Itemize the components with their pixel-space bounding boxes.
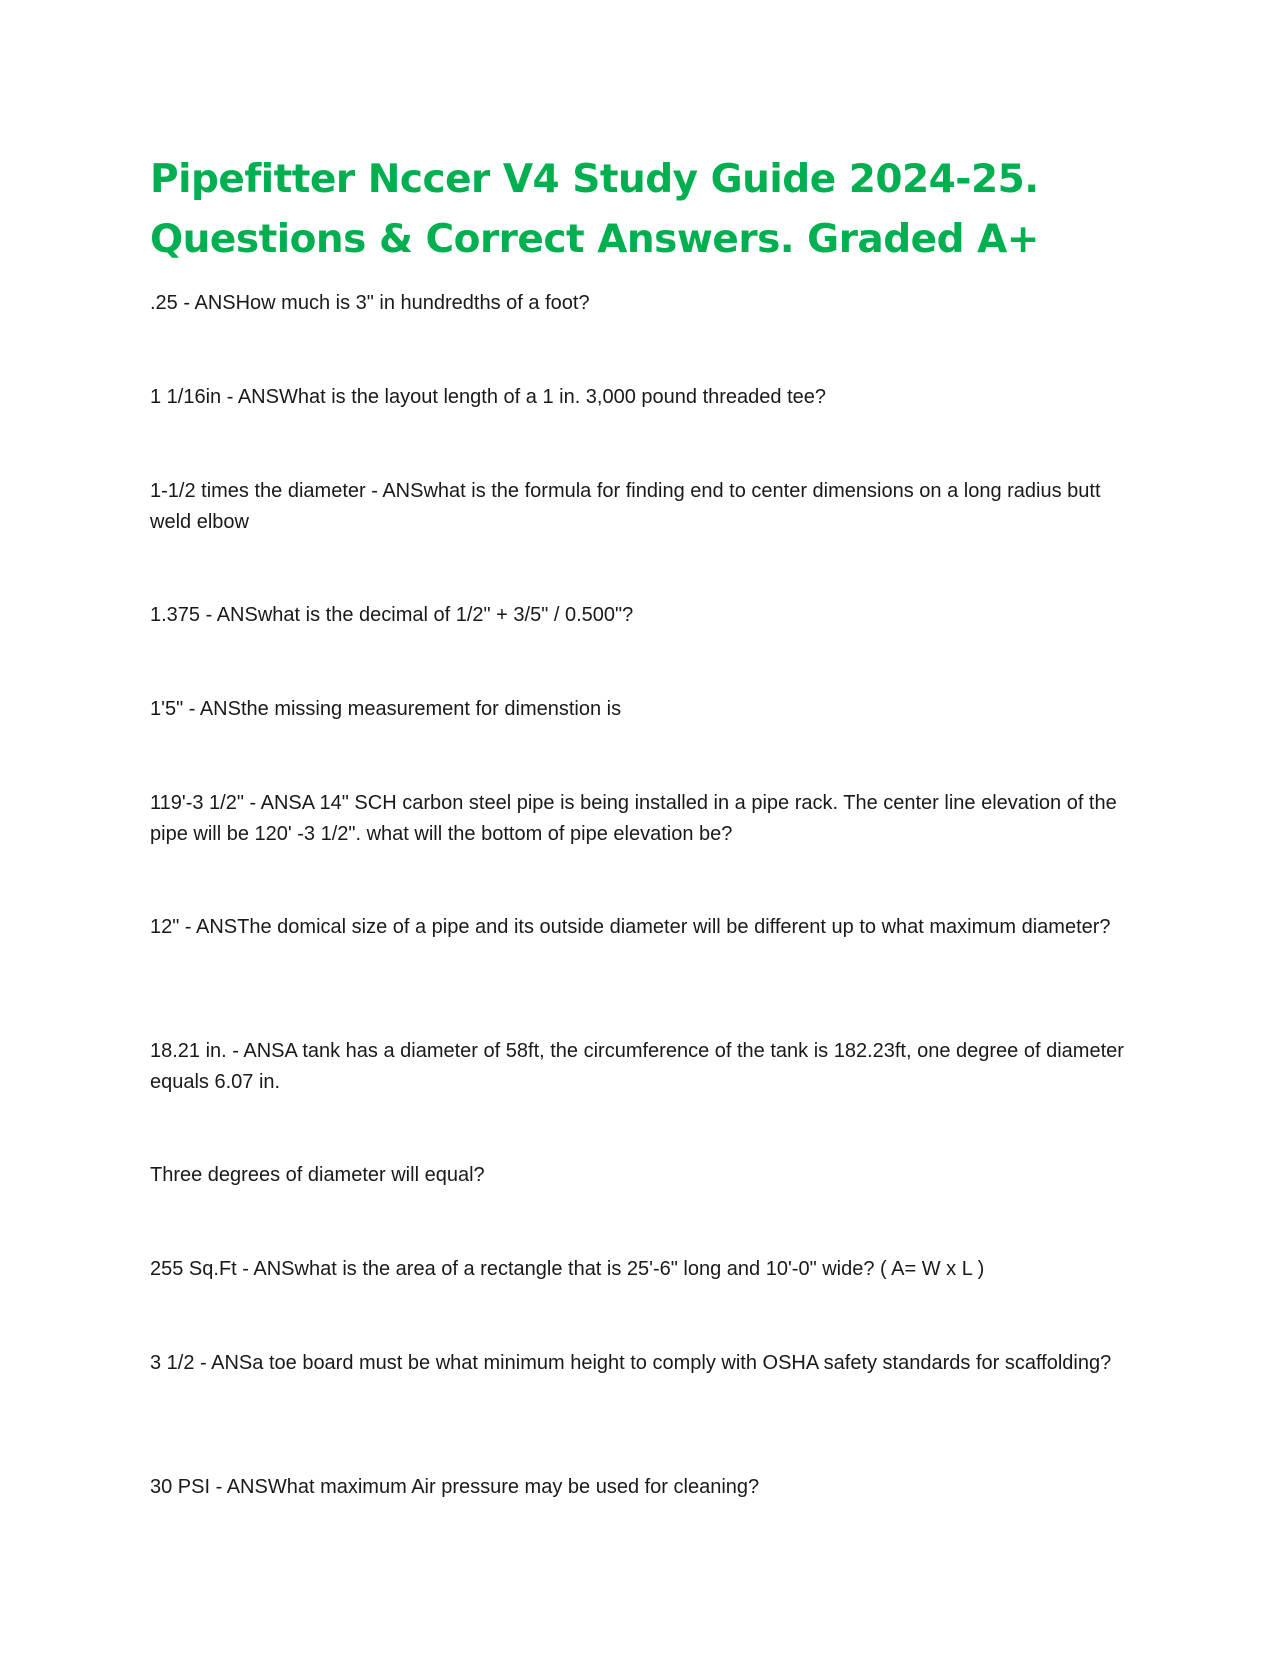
qa-entry: 18.21 in. - ANSA tank has a diameter of 58ft, the circumference of the tank is 182.23ft, one degree of diameter equals 6.07 in. xyxy=(150,1040,1124,1093)
qa-entry: 3 1/2 - ANSa toe board must be what minimum height to comply with OSHA safety standards for scaffolding? xyxy=(150,1352,1112,1374)
qa-entry: 1-1/2 times the diameter - ANSwhat is the formula for finding end to center dimensions on a long radius butt weld elbow xyxy=(150,480,1101,533)
title-line-1: Pipefitter Nccer V4 Study Guide 2024-25. xyxy=(150,157,1039,202)
document-title xyxy=(150,150,1150,270)
title-line-2: Questions & Correct Answers. Graded A+ xyxy=(150,217,1039,262)
qa-entry: 119'-3 1/2" - ANSA 14" SCH carbon steel pipe is being installed in a pipe rack. The center line elevation of the pipe will be 120' -3 1/2". what will the bottom of pipe elevation be? xyxy=(150,792,1117,845)
qa-entry: 1 1/16in - ANSWhat is the layout length of a 1 in. 3,000 pound threaded tee? xyxy=(150,386,827,408)
qa-entry: .25 - ANSHow much is 3" in hundredths of a foot? xyxy=(150,292,590,314)
qa-entry: 30 PSI - ANSWhat maximum Air pressure may be used for cleaning? xyxy=(150,1476,760,1498)
qa-entry: 12" - ANSThe domical size of a pipe and its outside diameter will be different up to what maximum diameter? xyxy=(150,916,1111,938)
qa-entry: 1'5" - ANSthe missing measurement for dimenstion is xyxy=(150,698,622,720)
qa-entry: Three degrees of diameter will equal? xyxy=(150,1164,485,1186)
qa-entry: 255 Sq.Ft - ANSwhat is the area of a rectangle that is 25'-6" long and 10'-0" wide? ( A= W x L ) xyxy=(150,1258,985,1280)
qa-entry: 1.375 - ANSwhat is the decimal of 1/2" + 3/5" / 0.500"? xyxy=(150,604,634,626)
